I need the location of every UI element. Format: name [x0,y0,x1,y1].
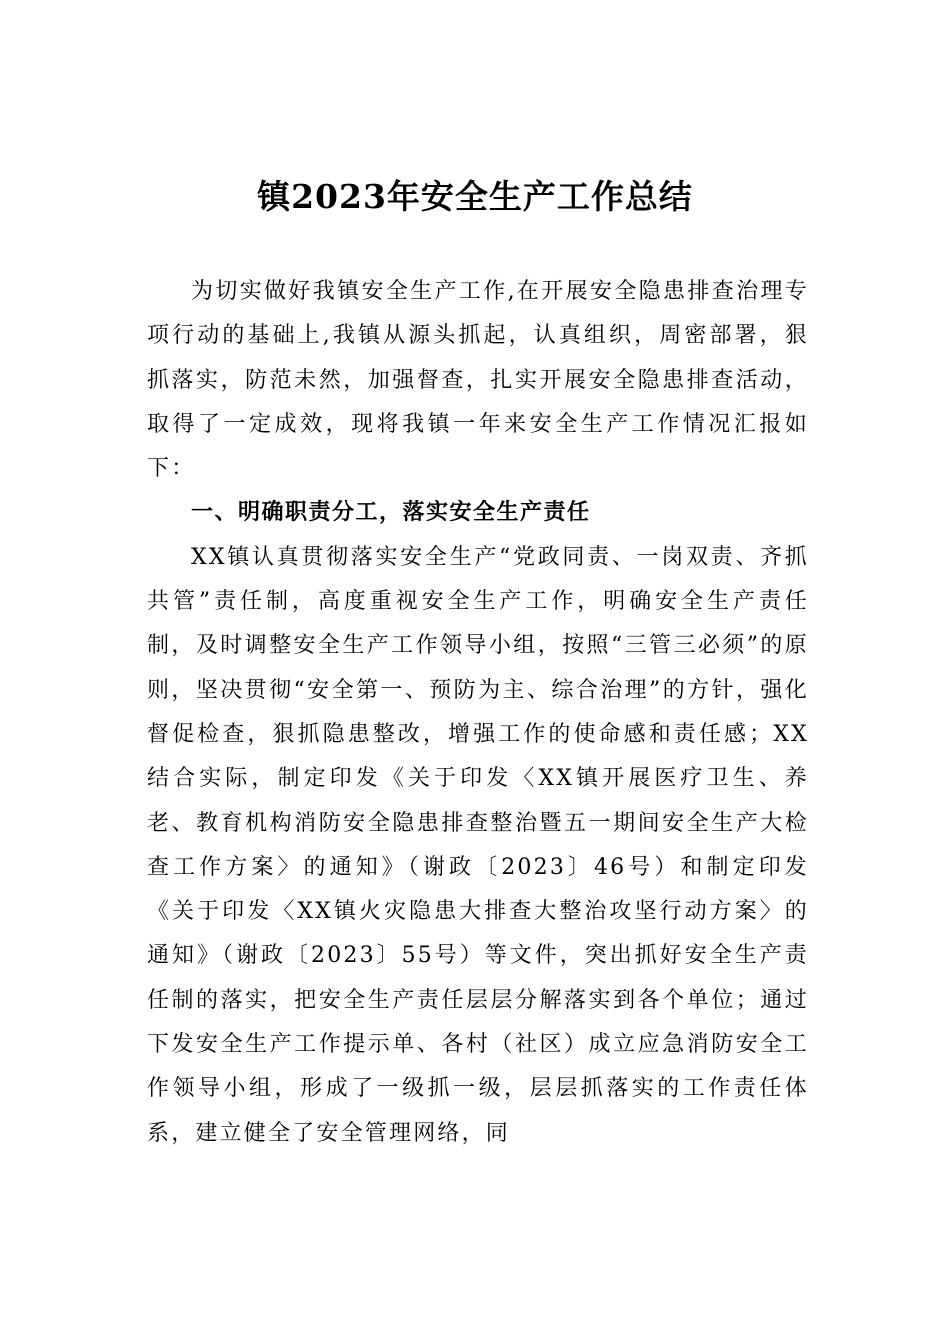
document-title: 镇2023年安全生产工作总结 [257,177,693,216]
document-body [147,270,809,1156]
intro-paragraph: 为切实做好我镇安全生产工作,在开展安全隐患排查治理专项行动的基础上,我镇从源头抓起，认真组织，周密部署，狠抓落实，防范未然，加强督查，扎实开展安全隐患排查活动，取得了一定成效，现将我镇一年来安全生产工作情况汇报如下： [147,279,809,482]
section-heading: 一、明确职责分工，落实安全生产责任 [191,500,591,526]
section-paragraph: XX镇认真贯彻落实安全生产“党政同责、一岗双责、齐抓共管”责任制，高度重视安全生产工作，明确安全生产责任制，及时调整安全生产工作领导小组，按照“三管三必须”的原则，坚决贯彻“安全第一、预防为主、综合治理”的方针，强化督促检查，狠抓隐患整改，增强工作的使命感和责任感；XX结合实际，制定印发《关于印发〈XX镇开展医疗卫生、养老、教育机构消防安全隐患排查整治暨五一期间安全生产大检查工作方案〉的通知》（谢政〔2023〕46号）和制定印发《关于印发〈XX镇火灾隐患大排查大整治攻坚行动方案〉的通知》（谢政〔2023〕55号）等文件，突出抓好安全生产责任制的落实，把安全生产责任层层分解落实到各个单位；通过下发安全生产工作提示单、各村（社区）成立应急消防安全工作领导小组，形成了一级抓一级，层层抓落实的工作责任体系，建立健全了安全管理网络，同 [147,544,809,1146]
